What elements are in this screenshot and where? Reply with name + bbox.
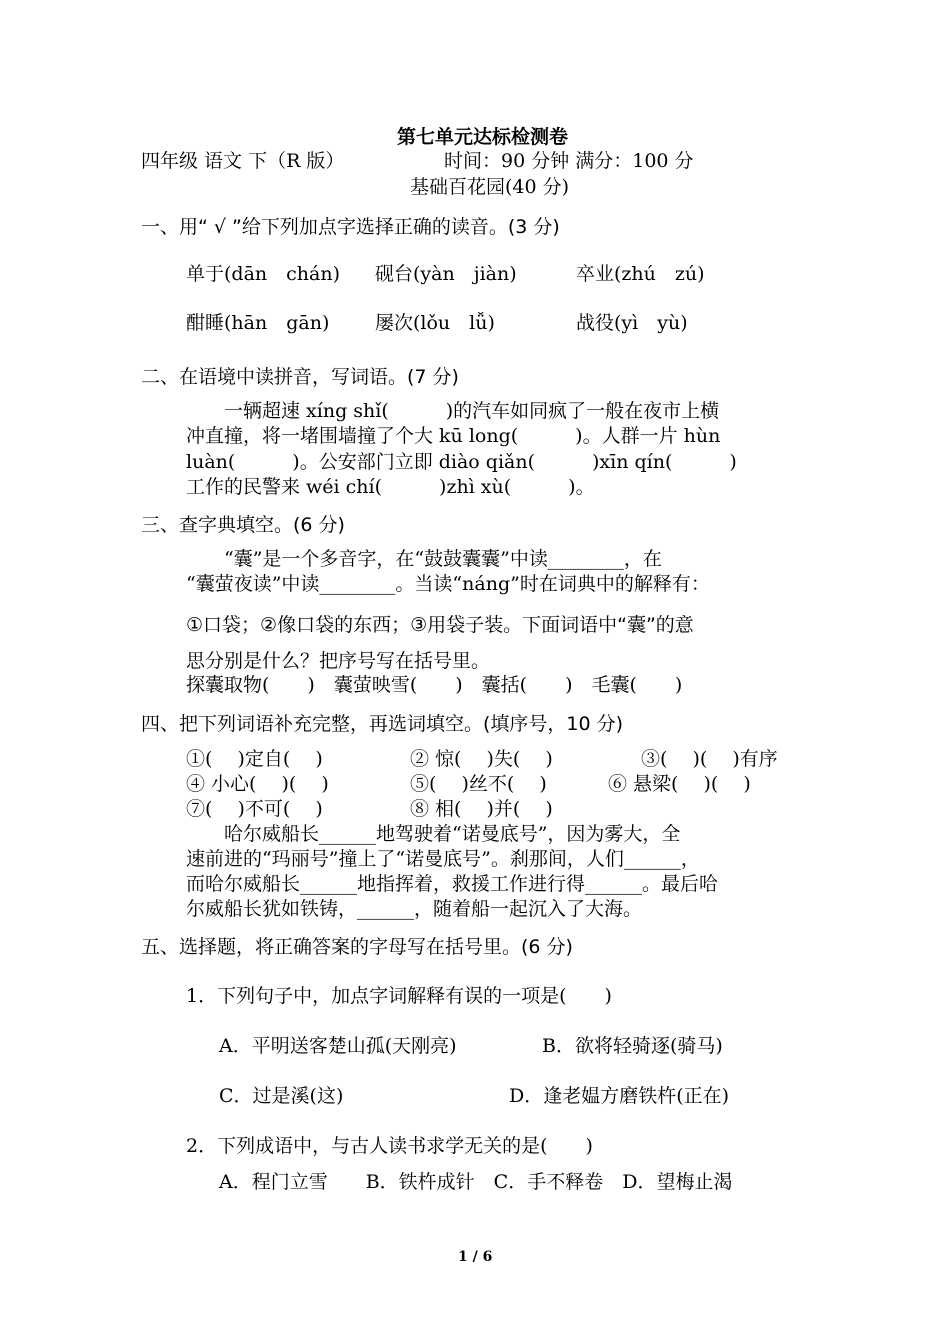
q5-q1-option-d: D．逢老媪方磨铁杵(正在) — [509, 1085, 730, 1107]
q4-passage-line: 哈尔威船长______地驾驶着“诺曼底号”，因为雾大，全 — [186, 823, 681, 845]
q2-line: luàn( )。公安部门立即 diào qiǎn( )xīn qín( ) — [186, 451, 737, 473]
q1-option: 屡次(lǒu lǚ) — [375, 312, 495, 334]
q4-item: ①( )定自( ) — [186, 748, 323, 770]
q1-option: 战役(yì yù) — [576, 312, 688, 334]
q4-item: ④ 小心( )( ) — [186, 773, 329, 795]
q2-line: 工作的民警来 wéi chí( )zhì xù( )。 — [186, 476, 595, 498]
q2-line: 一辆超速 xíng shǐ( )的汽车如同疯了一般在夜市上横 — [186, 400, 720, 422]
q5-question-2: 2．下列成语中，与古人读书求学无关的是( ) — [186, 1135, 593, 1157]
q1-heading: 一、用“ √ ”给下列加点字选择正确的读音。(3 分) — [141, 216, 560, 238]
q1-option: 砚台(yàn jiàn) — [375, 263, 517, 285]
q1-option: 酣睡(hān gān) — [186, 312, 330, 334]
q3-line: “囊”是一个多音字，在“鼓鼓囊囊”中读________，在 — [186, 548, 662, 570]
q5-q2-options: A．程门立雪 B．铁杵成针 C．手不释卷 D．望梅止渴 — [219, 1171, 733, 1193]
q3-line: 探囊取物( ) 囊萤映雪( ) 囊括( ) 毛囊( ) — [186, 674, 683, 696]
q5-question-1: 1．下列句子中，加点字词解释有误的一项是( ) — [186, 985, 612, 1007]
page-title: 第七单元达标检测卷 — [397, 126, 569, 148]
q4-passage-line: 尔威船长犹如铁铸，______，随着船一起沉入了大海。 — [186, 898, 643, 920]
grade-info: 四年级 语文 下（R 版） — [141, 150, 345, 172]
time-info: 时间：90 分钟 满分：100 分 — [444, 150, 694, 172]
q3-line: “囊萤夜读”中读________。当读“náng”时在词典中的解释有： — [186, 573, 710, 595]
q5-q1-option-b: B．欲将轻骑逐(骑马) — [542, 1035, 723, 1057]
q4-item: ② 惊( )失( ) — [410, 748, 553, 770]
q1-option: 卒业(zhú zú) — [576, 263, 705, 285]
q4-passage-line: 而哈尔威船长______地指挥着，救援工作进行得______。最后哈 — [186, 873, 719, 895]
q4-heading: 四、把下列词语补充完整，再选词填空。(填序号，10 分) — [141, 713, 624, 735]
section-title: 基础百花园(40 分) — [410, 176, 570, 198]
q3-heading: 三、查字典填空。(6 分) — [141, 514, 345, 536]
q4-item: ⑧ 相( )并( ) — [410, 798, 553, 820]
q4-item: ⑥ 悬梁( )( ) — [608, 773, 751, 795]
q2-heading: 二、在语境中读拼音，写词语。(7 分) — [141, 366, 459, 388]
q3-line: 思分别是什么？把序号写在括号里。 — [186, 650, 491, 672]
q4-item: ③( )( )有序 — [641, 748, 778, 770]
page-number: 1 / 6 — [458, 1249, 493, 1265]
q5-heading: 五、选择题，将正确答案的字母写在括号里。(6 分) — [141, 936, 573, 958]
q5-q1-option-c: C．过是溪(这) — [219, 1085, 344, 1107]
q4-item: ⑦( )不可( ) — [186, 798, 323, 820]
q2-line: 冲直撞，将一堵围墙撞了个大 kū long( )。人群一片 hùn — [186, 425, 721, 447]
q5-q1-option-a: A．平明送客楚山孤(天刚亮) — [219, 1035, 457, 1057]
q3-line: ①口袋；②像口袋的东西；③用袋子装。下面词语中“囊”的意 — [186, 614, 694, 636]
q1-option: 单于(dān chán) — [186, 263, 340, 285]
q4-passage-line: 速前进的“玛丽号”撞上了“诺曼底号”。刹那间，人们______， — [186, 848, 700, 870]
q4-item: ⑤( )丝不( ) — [410, 773, 547, 795]
